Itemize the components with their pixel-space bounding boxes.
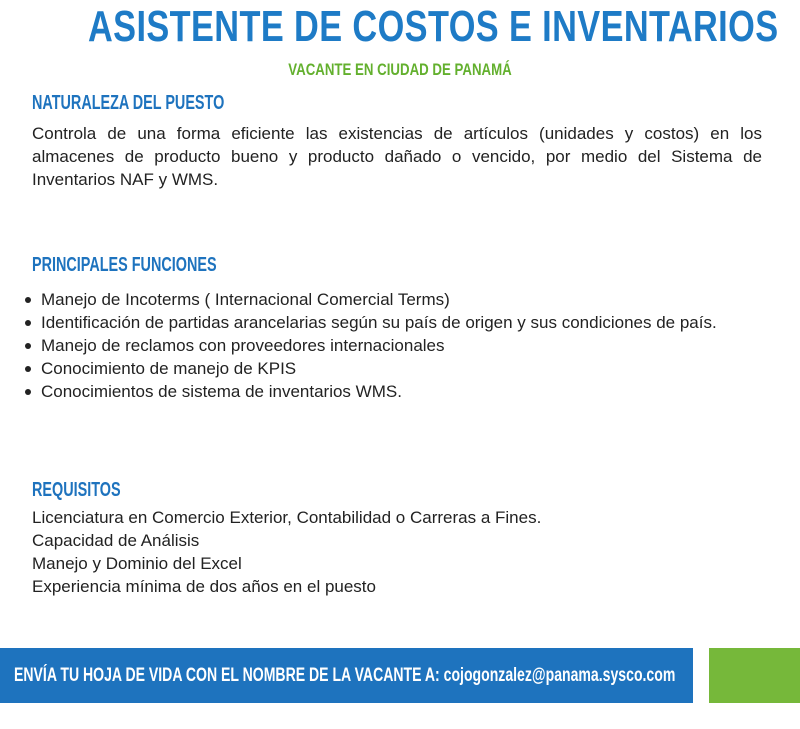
section-heading-naturaleza: NATURALEZA DEL PUESTO <box>32 92 225 114</box>
list-item: Capacidad de Análisis <box>32 531 200 550</box>
list-item: Conocimiento de manejo de KPIS <box>22 357 742 380</box>
page-subtitle: VACANTE EN CIUDAD DE PANAMÁ <box>288 60 512 79</box>
list-item: Manejo y Dominio del Excel <box>32 554 242 573</box>
list-item: Manejo de Incoterms ( Internacional Comercial Terms) <box>22 288 742 311</box>
list-item: Experiencia mínima de dos años en el puesto <box>32 577 376 596</box>
requisitos-list <box>32 506 541 598</box>
section-heading-requisitos: REQUISITOS <box>32 479 121 501</box>
footer-banner <box>0 648 693 703</box>
section-heading-funciones: PRINCIPALES FUNCIONES <box>32 254 217 276</box>
list-item: Conocimientos de sistema de inventarios WMS. <box>22 380 742 403</box>
list-item: Licenciatura en Comercio Exterior, Contabilidad o Carreras a Fines. <box>32 508 542 527</box>
funciones-list <box>22 288 742 403</box>
page-title: ASISTENTE DE COSTOS E INVENTARIOS <box>88 2 779 51</box>
list-item: Identificación de partidas arancelarias según su país de origen y sus condiciones de país. <box>22 311 742 334</box>
list-item: Manejo de reclamos con proveedores internacionales <box>22 334 742 357</box>
footer-accent-block <box>709 648 800 703</box>
naturaleza-paragraph: Controla de una forma eficiente las existencias de artículos (unidades y costos) en los almacenes de producto bueno y producto dañado o vencido, por medio del Sistema de Inventarios NAF y WMS. <box>32 124 762 189</box>
footer-apply-text: ENVÍA TU HOJA DE VIDA CON EL NOMBRE DE LA VACANTE A: cojogonzalez@panama.sysco.com <box>14 665 676 686</box>
